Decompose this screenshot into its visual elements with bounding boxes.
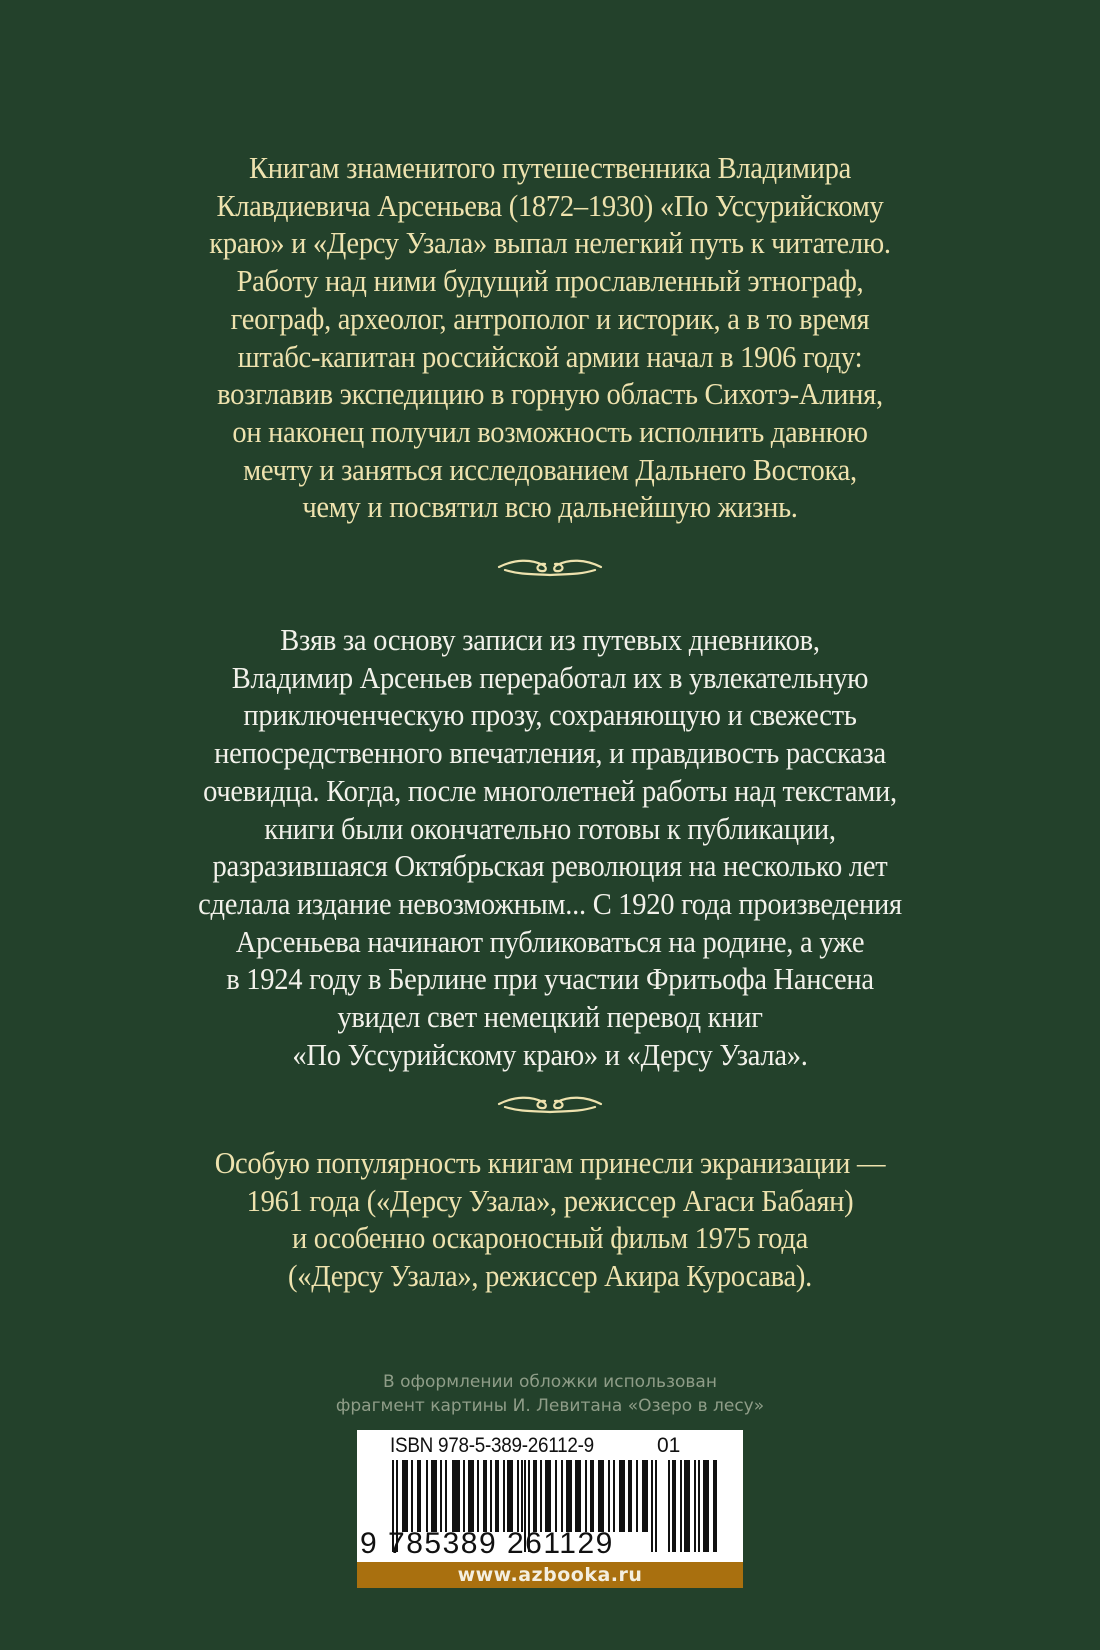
credit-line: В оформлении обложки использован: [383, 1372, 717, 1392]
ornament-flourish-icon: [495, 555, 605, 579]
isbn-label: ISBN 978-5-389-26112-9: [390, 1434, 594, 1457]
paragraph-films: [44, 1144, 1056, 1295]
text-line: 1961 года («Дерсу Узала», режиссер Агаси Бабаян): [246, 1182, 854, 1218]
text-line: мечту и заняться исследованием Дальнего Востока,: [243, 451, 857, 487]
text-line: и особенно оскароносный фильм 1975 года: [291, 1220, 809, 1256]
text-line: чему и посвятил всю дальнейшую жизнь.: [302, 489, 798, 525]
text-line: Особую популярность книгам принесли экранизации —: [214, 1145, 886, 1180]
text-line: разразившаяся Октябрьская революция на несколько лет: [212, 848, 888, 884]
credit-line: фрагмент картины И. Левитана «Озеро в лесу»: [335, 1396, 765, 1416]
text-line: Книгам знаменитого путешественника Владимира: [248, 150, 852, 185]
text-line: Работу над ними будущий прославленный этнограф,: [236, 263, 864, 299]
text-line: Арсеньева начинают публиковаться на родине, а уже: [235, 923, 865, 959]
text-line: непосредственного впечатления, и правдивость рассказа: [214, 735, 886, 771]
text-line: очевидца. Когда, после многолетней работы над текстами,: [203, 772, 897, 808]
text-line: увидел свет немецкий перевод книг: [337, 999, 763, 1035]
barcode-addon: 01: [657, 1434, 681, 1457]
text-line: он наконец получил возможность исполнить давнюю: [232, 413, 868, 449]
paragraph-history: [44, 621, 1056, 1073]
text-line: штабс-капитан российской армии начал в 1906 году:: [237, 338, 863, 374]
text-line: географ, археолог, антрополог и историк, а в то время: [230, 300, 870, 336]
isbn-barcode: [357, 1430, 743, 1588]
text-line: сделала издание невозможным... С 1920 года произведения: [198, 885, 902, 921]
text-line: Взяв за основу записи из путевых дневников,: [280, 622, 820, 657]
text-line: книги были окончательно готовы к публикации,: [264, 810, 836, 846]
text-line: в 1924 году в Берлине при участии Фритьофа Нансена: [226, 961, 874, 997]
text-line: Клавдиевича Арсеньева (1872–1930) «По Уссурийскому: [216, 187, 884, 223]
text-line: краю» и «Дерсу Узала» выпал нелегкий путь к читателю.: [209, 225, 891, 261]
ornament-flourish-icon: [495, 1092, 605, 1116]
text-line: возглавив экспедицию в горную область Сихотэ-Алиня,: [217, 376, 883, 412]
cover-art-credit: [0, 1370, 1100, 1418]
publisher-website: www.azbooka.ru: [357, 1562, 743, 1588]
text-line: приключенческую прозу, сохраняющую и свежесть: [243, 697, 857, 733]
barcode-digits: 9 785389 261129: [360, 1527, 614, 1560]
text-line: («Дерсу Узала», режиссер Акира Куросава).: [288, 1258, 812, 1294]
text-line: «По Уссурийскому краю» и «Дерсу Узала».: [292, 1036, 808, 1072]
paragraph-intro: [44, 149, 1056, 526]
text-line: Владимир Арсеньев переработал их в увлекательную: [231, 659, 869, 695]
